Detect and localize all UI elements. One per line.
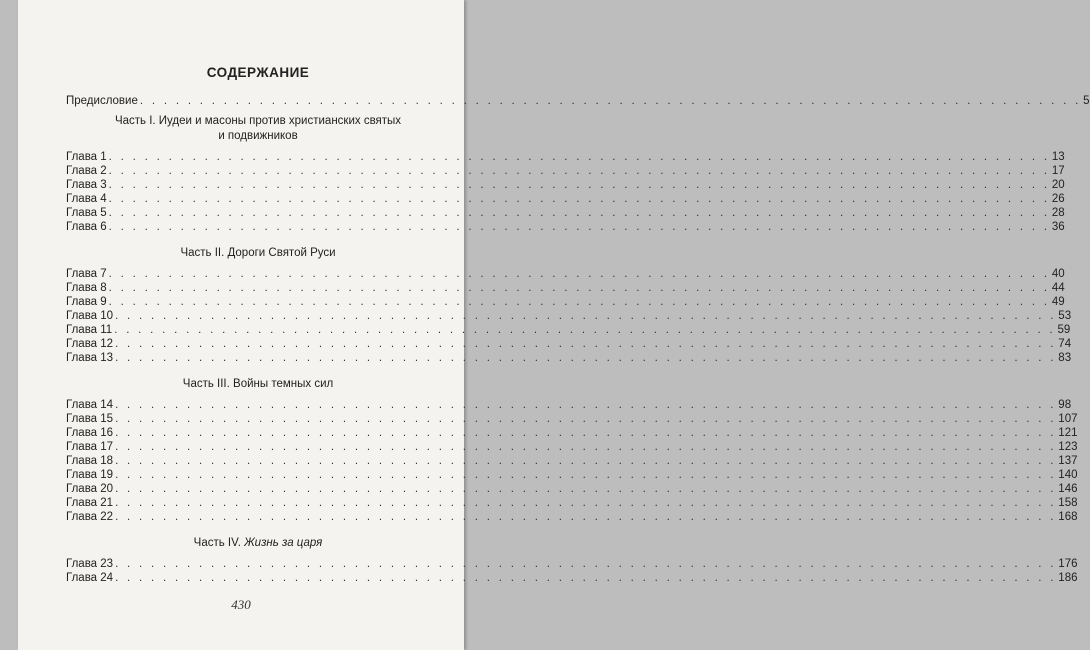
part-title-line: Часть III. Войны темных сил — [182, 378, 334, 390]
dot-leader: . . . . . . . . . . . . . . . . . . . . . . . . . . . . . . . . . . . . . . . . . . . . . . . . . . . . . . . . . . . . . . . . . . . . . . . . . . . . . . . — [115, 413, 1057, 425]
toc-entry — [66, 557, 1078, 571]
part-title-italic: Жизнь за царя — [244, 537, 323, 549]
dot-leader: . . . . . . . . . . . . . . . . . . . . . . . . . . . . . . . . . . . . . . . . . . . . . . . . . . . . . . . . . . . . . . . . . . . . . . . . . . . . . . . — [115, 469, 1057, 481]
dot-leader: . . . . . . . . . . . . . . . . . . . . . . . . . . . . . . . . . . . . . . . . . . . . . . . . . . . . . . . . . . . . . . . . . . . . . . . . . . . . . . . — [108, 193, 1050, 205]
dot-leader: . . . . . . . . . . . . . . . . . . . . . . . . . . . . . . . . . . . . . . . . . . . . . . . . . . . . . . . . . . . . . . . . . . . . . . . . . . . . . . . — [115, 497, 1057, 509]
toc-entry — [66, 510, 1078, 524]
toc-entry — [66, 323, 1071, 337]
entry-page: 186 — [1058, 572, 1078, 584]
toc-entry — [66, 482, 1078, 496]
part-heading — [66, 377, 450, 392]
entry-label: Глава 24 — [66, 572, 114, 584]
dot-leader: . . . . . . . . . . . . . . . . . . . . . . . . . . . . . . . . . . . . . . . . . . . . . . . . . . . . . . . . . . . . . . . . . . . . . . . . . . . . . . . — [115, 483, 1057, 495]
entry-page: 17 — [1051, 165, 1065, 177]
toc-entry — [66, 337, 1072, 351]
dot-leader: . . . . . . . . . . . . . . . . . . . . . . . . . . . . . . . . . . . . . . . . . . . . . . . . . . . . . . . . . . . . . . . . . . . . . . . . . . . . . . . — [115, 338, 1057, 350]
entry-label: Глава 7 — [66, 268, 107, 280]
entry-label: Глава 23 — [66, 558, 114, 570]
toc-entry — [66, 496, 1078, 510]
entry-page: 74 — [1058, 338, 1072, 350]
dot-leader: . . . . . . . . . . . . . . . . . . . . . . . . . . . . . . . . . . . . . . . . . . . . . . . . . . . . . . . . . . . . . . . . . . . . . . . . . . . . . . . — [108, 207, 1050, 219]
toc-entry — [66, 150, 1065, 164]
entry-label: Глава 5 — [66, 207, 107, 219]
dot-leader: . . . . . . . . . . . . . . . . . . . . . . . . . . . . . . . . . . . . . . . . . . . . . . . . . . . . . . . . . . . . . . . . . . . . . . . . . . . . . . . — [108, 221, 1050, 233]
entry-page: 28 — [1051, 207, 1065, 219]
entry-page: 121 — [1058, 427, 1078, 439]
entry-page: 44 — [1051, 282, 1065, 294]
entry-page: 40 — [1051, 268, 1065, 280]
part-heading — [66, 536, 450, 551]
toc-entry — [66, 398, 1072, 412]
table-of-contents — [66, 62, 1090, 585]
toc-entry — [66, 206, 1065, 220]
entry-page: 176 — [1058, 558, 1078, 570]
entry-page: 49 — [1051, 296, 1065, 308]
toc-entry — [66, 281, 1065, 295]
entry-label: Глава 13 — [66, 352, 114, 364]
entry-label: Глава 17 — [66, 441, 114, 453]
entry-label: Глава 10 — [66, 310, 114, 322]
toc-title: СОДЕРЖАНИЕ — [206, 65, 310, 80]
entry-label: Глава 9 — [66, 296, 107, 308]
part-title-line: и подвижников — [218, 130, 298, 142]
entry-page: 137 — [1058, 455, 1078, 467]
part-title-line: Часть I. Иудеи и масоны против христианских святых — [114, 115, 402, 127]
dot-leader: . . . . . . . . . . . . . . . . . . . . . . . . . . . . . . . . . . . . . . . . . . . . . . . . . . . . . . . . . . . . . . . . . . . . . . . . . . . . . . . — [114, 324, 1056, 336]
entry-page: 83 — [1058, 352, 1072, 364]
entry-page: 36 — [1051, 221, 1065, 233]
entry-page: 13 — [1051, 151, 1065, 163]
entry-label: Глава 16 — [66, 427, 114, 439]
entry-label: Глава 3 — [66, 179, 107, 191]
entry-label: Глава 21 — [66, 497, 114, 509]
entry-label: Глава 18 — [66, 455, 114, 467]
entry-label: Глава 15 — [66, 413, 114, 425]
toc-entry — [66, 164, 1065, 178]
toc-entry — [66, 468, 1078, 482]
dot-leader: . . . . . . . . . . . . . . . . . . . . . . . . . . . . . . . . . . . . . . . . . . . . . . . . . . . . . . . . . . . . . . . . . . . . . . . . . . . . . . . — [115, 455, 1057, 467]
dot-leader: . . . . . . . . . . . . . . . . . . . . . . . . . . . . . . . . . . . . . . . . . . . . . . . . . . . . . . . . . . . . . . . . . . . . . . . . . . . . . . . — [115, 558, 1057, 570]
entry-page: 5 — [1083, 95, 1090, 107]
dot-leader: . . . . . . . . . . . . . . . . . . . . . . . . . . . . . . . . . . . . . . . . . . . . . . . . . . . . . . . . . . . . . . . . . . . . . . . . . . . . . . . — [139, 95, 1082, 107]
entry-label: Глава 20 — [66, 483, 114, 495]
toc-entry — [66, 426, 1078, 440]
entry-page: 140 — [1058, 469, 1078, 481]
entry-page: 158 — [1058, 497, 1078, 509]
dot-leader: . . . . . . . . . . . . . . . . . . . . . . . . . . . . . . . . . . . . . . . . . . . . . . . . . . . . . . . . . . . . . . . . . . . . . . . . . . . . . . . — [115, 441, 1057, 453]
dot-leader: . . . . . . . . . . . . . . . . . . . . . . . . . . . . . . . . . . . . . . . . . . . . . . . . . . . . . . . . . . . . . . . . . . . . . . . . . . . . . . . — [115, 399, 1057, 411]
entry-label: Глава 11 — [66, 324, 113, 336]
toc-entry — [66, 267, 1065, 281]
toc-entry — [66, 295, 1065, 309]
toc-entry — [66, 309, 1072, 323]
entry-page: 53 — [1058, 310, 1072, 322]
entry-page: 146 — [1058, 483, 1078, 495]
entry-label: Глава 22 — [66, 511, 114, 523]
toc-entry — [66, 192, 1065, 206]
page-number: 430 — [231, 597, 251, 612]
toc-entry-preface — [66, 94, 1090, 108]
entry-label: Глава 6 — [66, 221, 107, 233]
dot-leader: . . . . . . . . . . . . . . . . . . . . . . . . . . . . . . . . . . . . . . . . . . . . . . . . . . . . . . . . . . . . . . . . . . . . . . . . . . . . . . . — [115, 511, 1057, 523]
part-title-prefix: Часть IV. — [193, 537, 241, 549]
entry-label: Глава 8 — [66, 282, 107, 294]
dot-leader: . . . . . . . . . . . . . . . . . . . . . . . . . . . . . . . . . . . . . . . . . . . . . . . . . . . . . . . . . . . . . . . . . . . . . . . . . . . . . . . — [108, 179, 1050, 191]
toc-entry — [66, 412, 1078, 426]
dot-leader: . . . . . . . . . . . . . . . . . . . . . . . . . . . . . . . . . . . . . . . . . . . . . . . . . . . . . . . . . . . . . . . . . . . . . . . . . . . . . . . — [115, 352, 1057, 364]
dot-leader: . . . . . . . . . . . . . . . . . . . . . . . . . . . . . . . . . . . . . . . . . . . . . . . . . . . . . . . . . . . . . . . . . . . . . . . . . . . . . . . — [115, 427, 1057, 439]
part-heading — [66, 246, 450, 261]
entry-page: 123 — [1058, 441, 1078, 453]
entry-label: Глава 14 — [66, 399, 114, 411]
toc-entry — [66, 178, 1065, 192]
part-heading — [66, 114, 450, 144]
part-title-line: Часть II. Дороги Святой Руси — [180, 247, 336, 259]
entry-label: Глава 4 — [66, 193, 107, 205]
dot-leader: . . . . . . . . . . . . . . . . . . . . . . . . . . . . . . . . . . . . . . . . . . . . . . . . . . . . . . . . . . . . . . . . . . . . . . . . . . . . . . . — [115, 310, 1057, 322]
entry-label: Предисловие — [66, 95, 138, 107]
toc-entry — [66, 454, 1078, 468]
toc-entry — [66, 440, 1078, 454]
entry-page: 107 — [1058, 413, 1078, 425]
entry-label: Глава 1 — [66, 151, 107, 163]
dot-leader: . . . . . . . . . . . . . . . . . . . . . . . . . . . . . . . . . . . . . . . . . . . . . . . . . . . . . . . . . . . . . . . . . . . . . . . . . . . . . . . — [108, 268, 1050, 280]
dot-leader: . . . . . . . . . . . . . . . . . . . . . . . . . . . . . . . . . . . . . . . . . . . . . . . . . . . . . . . . . . . . . . . . . . . . . . . . . . . . . . . — [108, 296, 1050, 308]
dot-leader: . . . . . . . . . . . . . . . . . . . . . . . . . . . . . . . . . . . . . . . . . . . . . . . . . . . . . . . . . . . . . . . . . . . . . . . . . . . . . . . — [108, 282, 1050, 294]
entry-page: 98 — [1058, 399, 1072, 411]
dot-leader: . . . . . . . . . . . . . . . . . . . . . . . . . . . . . . . . . . . . . . . . . . . . . . . . . . . . . . . . . . . . . . . . . . . . . . . . . . . . . . . — [108, 151, 1050, 163]
entry-page: 59 — [1057, 324, 1071, 336]
toc-entry — [66, 220, 1065, 234]
dot-leader: . . . . . . . . . . . . . . . . . . . . . . . . . . . . . . . . . . . . . . . . . . . . . . . . . . . . . . . . . . . . . . . . . . . . . . . . . . . . . . . — [108, 165, 1050, 177]
book-page — [18, 0, 1090, 650]
entry-label: Глава 2 — [66, 165, 107, 177]
toc-entry — [66, 351, 1072, 365]
entry-page: 26 — [1051, 193, 1065, 205]
entry-label: Глава 12 — [66, 338, 114, 350]
toc-entry — [66, 571, 1078, 585]
entry-page: 168 — [1058, 511, 1078, 523]
entry-page: 20 — [1051, 179, 1065, 191]
dot-leader: . . . . . . . . . . . . . . . . . . . . . . . . . . . . . . . . . . . . . . . . . . . . . . . . . . . . . . . . . . . . . . . . . . . . . . . . . . . . . . . — [115, 572, 1057, 584]
entry-label: Глава 19 — [66, 469, 114, 481]
